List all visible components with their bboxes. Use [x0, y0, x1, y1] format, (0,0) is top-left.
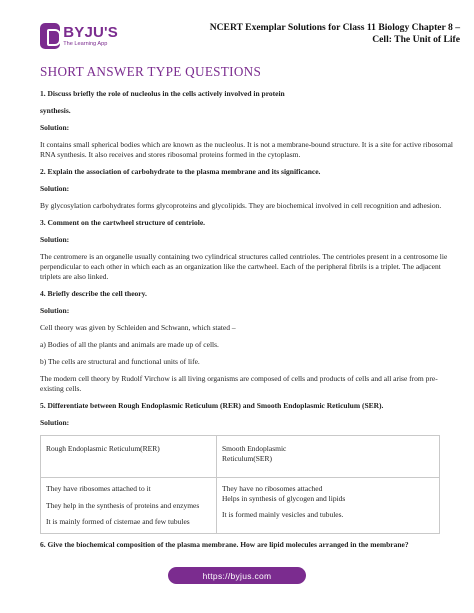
answer-4-point-a: a) Bodies of all the plants and animals are made up of cells. [40, 340, 219, 349]
rer-point-3: It is mainly formed of cisternae and few tubules [46, 517, 190, 527]
rer-ser-table [40, 435, 440, 534]
answer-2: By glycosylation carbohydrates forms glycoproteins and glycolipids. They are biochemical involved in cell recognition and adhesion. [40, 201, 442, 211]
question-3: 3. Comment on the cartwheel structure of centriole. [40, 218, 206, 228]
rer-point-2: They help in the synthesis of proteins and enzymes [46, 500, 200, 510]
byjus-logo[interactable] [40, 22, 118, 50]
page-header [0, 0, 474, 58]
solution-label: Solution: [40, 123, 70, 133]
table-header-rer: Rough Endoplasmic Reticulum(RER) [41, 436, 217, 478]
question-1-line2: synthesis. [40, 106, 71, 116]
question-2: 2. Explain the association of carbohydrate to the plasma membrane and its significance. [40, 166, 321, 176]
ser-point-3: It is formed mainly vesicles and tubules. [222, 510, 344, 520]
solution-label: Solution: [40, 305, 70, 315]
logo-name: BYJU'S [63, 23, 118, 41]
footer-url-link[interactable]: https://byjus.com [168, 567, 306, 584]
logo-text [63, 25, 118, 48]
table-cell-rer [41, 478, 217, 534]
section-title: SHORT ANSWER TYPE QUESTIONS [40, 64, 262, 79]
document-title [190, 22, 460, 46]
solution-label-text: Solution [40, 305, 67, 315]
table-header-ser [217, 436, 440, 478]
table-cell-ser [217, 478, 440, 534]
table-header-ser-line1: Smooth Endoplasmic [222, 444, 287, 454]
question-4: 4. Briefly describe the cell theory. [40, 288, 147, 298]
ser-point-1: They have no ribosomes attached [222, 484, 323, 494]
table-header-row [41, 436, 440, 478]
answer-4-intro: Cell theory was given by Schleiden and Schwann, which stated – [40, 322, 236, 332]
answer-4-extra: The modern cell theory by Rudolf Virchow is all living organisms are composed of cells and products of cells and all arise from pre-existing cells. [40, 374, 438, 393]
question-6: 6. Give the biochemical composition of the plasma membrane. How are lipid molecules arranged in the membrane? [40, 539, 409, 549]
answer-1: It contains small spherical bodies which are known as the nucleolus. It is not a membrane-bound structure. It is a site for active ribosomal RNA synthesis. It also receives and stores ribosomal proteins formed in the cytoplasm. [40, 140, 454, 159]
logo-tagline: The Learning App [63, 40, 108, 47]
answer-4-point-b: b) The cells are structural and functional units of life. [40, 357, 200, 367]
table-row [41, 478, 440, 534]
question-1-line1: 1. Discuss briefly the role of nucleolus in the cells actively involved in protein [40, 89, 285, 98]
ser-point-2: Helps in synthesis of glycogen and lipids [222, 493, 346, 503]
document-title-line2: Cell: The Unit of Life [372, 34, 460, 45]
solution-label: Solution: [40, 235, 70, 245]
solution-label: Solution: [40, 417, 70, 427]
answer-3: The centromere is an organelle usually containing two cylindrical structures called centrioles. The centrioles present in a centrosome lie perpendicular to each other in which each as an organization like the cartwheel. Each of the peripheral fibrils is a triplet. The adjacent triplets are also linked. [40, 252, 448, 281]
document-title-line1: NCERT Exemplar Solutions for Class 11 Biology Chapter 8 – [209, 22, 460, 33]
question-5: 5. Differentiate between Rough Endoplasmic Reticulum (RER) and Smooth Endoplasmic Reticulum (SER). [40, 400, 384, 410]
byjus-logo-icon [40, 23, 60, 49]
table-header-ser-line2: Reticulum(SER) [222, 453, 272, 463]
rer-point-1: They have ribosomes attached to it [46, 484, 151, 494]
solution-label: Solution: [40, 184, 70, 194]
document-body [40, 64, 456, 557]
